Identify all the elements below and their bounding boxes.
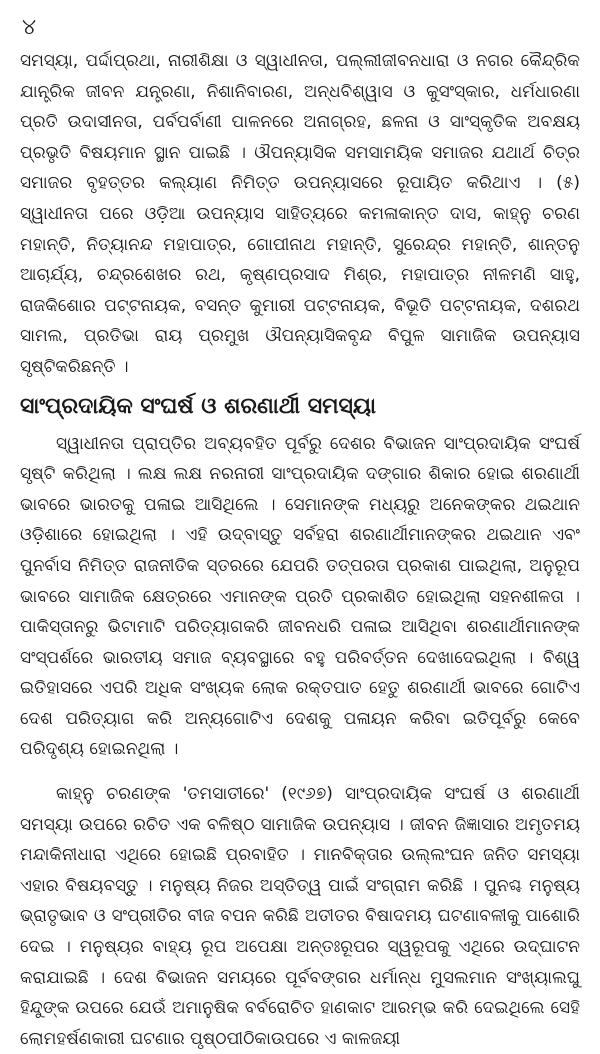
section-heading: ସାଂପ୍ରଦାୟିକ ସଂଘର୍ଷ ଓ ଶରଣାର୍ଥୀ ସମସ୍ୟା: [20, 393, 377, 419]
page-number: ୪: [22, 15, 37, 40]
paragraph-tamasatire: କାହ୍ନୁ ଚରଣଙ୍କ 'ତମସାତୀରେ' (୧୯୬୭) ସାଂପ୍ରଦାୟିକ ସଂଘର୍ଷ ଓ ଶରଣାର୍ଥୀ ସମସ୍ୟା ଉପରେ ରଚିତ ଏକ ବଳିଷ୍ଠ ସାମାଜିକ ଉପନ୍ୟାସ । ଜୀବନ ଜିଜ୍ଞାସାର ଅମୃତମୟ ମନ୍ଦାକିନୀଧାରା ଏଥିରେ ହୋଇଛି ପ୍ରବାହିତ । ମାନବିକ୍ତାର ଉଲ୍ଲଂଘନ ଜନିତ ସମସ୍ୟା ଏହାର ବିଷୟବସ୍ତୁ । ମନୁଷ୍ୟ ନିଜର ଅସ୍ତିତ୍ୱ ପାଇଁ ସଂଗ୍ରାମ କରିଛି । ପୁନଶ୍ଚ ମନୁଷ୍ୟ ଭ୍ରାତୃଭାବ ଓ ସଂପ୍ରୀତିର ବୀଜ ବପନ କରିଛି ଅତୀତର ବିଷାଦମୟ ଘଟଣାବଳୀକୁ ପାଶୋରି ଦେଇ । ମନୁଷ୍ୟର ବାହ୍ୟ ରୂପ ଅପେକ୍ଷା ଅନ୍ତଃରୂପର ସ୍ୱରୂପକୁ ଏଥିରେ ଉଦ୍‌ଘାଟନ କରାଯାଇଛି । ଦେଶ ବିଭାଜନ ସମୟରେ ପୂର୍ବବଙ୍ଗର ଧର୍ମାନ୍ଧ ମୁସଲମାନ ସଂଖ୍ୟାଲଘୁ ହିନ୍ଦୁଙ୍କ ଉପରେ ଯେଉଁ ଅମାନୁଷିକ ବର୍ବରୋଚିତ ହାଣକାଟ ଆରମ୍ଭ କରି ଦେଇଥିଲେ ସେହି ଲୋମହର୍ଷଣକାରୀ ଘଟଣାର ପୃଷ୍ଠପୀଠିକାଉପରେ ଏ କାଳଜୟୀ: [20, 784, 580, 1049]
paragraph-partition-refugees: ସ୍ୱାଧୀନତା ପ୍ରାପ୍ତିର ଅବ୍ୟବହିତ ପୂର୍ବରୁ ଦେଶର ବିଭାଜନ ସାଂପ୍ରଦାୟିକ ସଂଘର୍ଷ ସୃଷ୍ଟି କରିଥିଲା । ଲକ୍ଷ ଲକ୍ଷ ନରନାରୀ ସାଂପ୍ରଦାୟିକ ଦଙ୍ଗାର ଶିକାର ହୋଇ ଶରଣାର୍ଥୀ ଭାବରେ ଭାରତକୁ ପଳାଇ ଆସିଥିଲେ । ସେମାନଙ୍କ ମଧ୍ୟରୁ ଅନେକଙ୍କର ଥଇଥାନ ଓଡ଼ିଶାରେ ହୋଇଥିଲା । ଏହି ଉଦ୍‌ବାସ୍ତୁ ସର୍ବହରା ଶରଣାର୍ଥୀମାନଙ୍କର ଥଇଥାନ ଏବଂ ପୁନର୍ବାସ ନିମିତ୍ତ ରାଜନୀତିକ ସ୍ତରରେ ଯେପରି ତତ୍ପରତା ପ୍ରକାଶ ପାଇଥିଲା, ଅନୁରୂପ ଭାବରେ ସାମାଜିକ କ୍ଷେତ୍ରରେ ଏମାନଙ୍କ ପ୍ରତି ପ୍ରକାଶିତ ହୋଇଥିଲା ସହନଶୀଳତା । ପାକିସ୍ତାନରୁ ଭିଟାମାଟି ପରିତ୍ୟାଗକରି ଜୀବନଧରି ପଳାଇ ଆସିଥିବା ଶରଣାର୍ଥୀମାନଙ୍କ ସଂସ୍ପର୍ଶରେ ଭାରତୀୟ ସମାଜ ବ୍ୟବସ୍ଥାରେ ବହୁ ପରିବର୍ତ୍ତନ ଦେଖାଦେଇଥିଲା । ବିଶ୍ୱ ଇତିହାସରେ ଏପରି ଅଧିକ ସଂଖ୍ୟକ ଲୋକ ରକ୍ତପାତ ହେତୁ ଶରଣାର୍ଥୀ ଭାବରେ ଗୋଟିଏ ଦେଶ ପରିତ୍ୟାଗ କରି ଅନ୍ୟଗୋଟିଏ ଦେଶକୁ ପଳାୟନ କରିବା ଇତିପୂର୍ବରୁ କେବେ ପରିଦୃଶ୍ୟ ହୋଇନଥିଲା ।: [20, 433, 580, 760]
paragraph-continued: ସମସ୍ୟା, ପର୍ଦ୍ଦାପ୍ରଥା, ନାରୀଶିକ୍ଷା ଓ ସ୍ୱାଧୀନତା, ପଲ୍ଲୀଜୀବନଧାରା ଓ ନଗର କୈନ୍ଦ୍ରିକ ଯାନ୍ତ୍ରିକ ଜୀବନ ଯନ୍ତ୍ରଣା, ନିଶାନିବାରଣ, ଅନ୍ଧବିଶ୍ୱାସ ଓ କୁସଂସ୍କାର, ଧର୍ମଧାରଣା ପ୍ରତି ଉଦାସୀନତା, ପର୍ବପର୍ବାଣୀ ପାଳନରେ ଅନାଗ୍ରହ, ଛଳନା ଓ ସାଂସ୍କୃତିକ ଅବକ୍ଷୟ ପ୍ରଭୃତି ବିଷୟମାନ ସ୍ଥାନ ପାଇଛି । ଔପନ୍ୟାସିକ ସମସାମୟିକ ସମାଜର ଯଥାର୍ଥ ଚିତ୍ର ସମାଜର ବୃହତ୍ତର କଲ୍ୟାଣ ନିମିତ୍ତ ଉପନ୍ୟାସରେ ରୂପାୟିତ କରିଥାଏ । (୫) ସ୍ୱାଧୀନତା ପରେ ଓଡ଼ିଆ ଉପନ୍ୟାସ ସାହିତ୍ୟରେ କମଳାକାନ୍ତ ଦାସ, କାହ୍ନୁ ଚରଣ ମହାନ୍ତି, ନିତ୍ୟାନନ୍ଦ ମହାପାତ୍ର, ଗୋପୀନାଥ ମହାନ୍ତି, ସୁରେନ୍ଦ୍ର ମହାନ୍ତି, ଶାନ୍ତନୁ ଆଚାର୍ଯ୍ୟ, ଚନ୍ଦ୍ରଶେଖର ରଥ, କୃଷ୍ଣପ୍ରସାଦ ମିଶ୍ର, ମହାପାତ୍ର ନୀଳମଣି ସାହୁ, ରାଜକିଶୋର ପଟ୍ଟନାୟକ, ବସନ୍ତ କୁମାରୀ ପଟ୍ଟନାୟକ, ବିଭୂତି ପଟ୍ଟନାୟକ, ଦଶରଥ ସାମଲ, ପ୍ରତିଭା ରାୟ ପ୍ରମୁଖ ଔପନ୍ୟାସିକବୃନ୍ଦ ବିପୁଳ ସାମାଜିକ ଉପନ୍ୟାସ ସୃଷ୍ଟିକରିଛନ୍ତି ।: [20, 51, 580, 377]
